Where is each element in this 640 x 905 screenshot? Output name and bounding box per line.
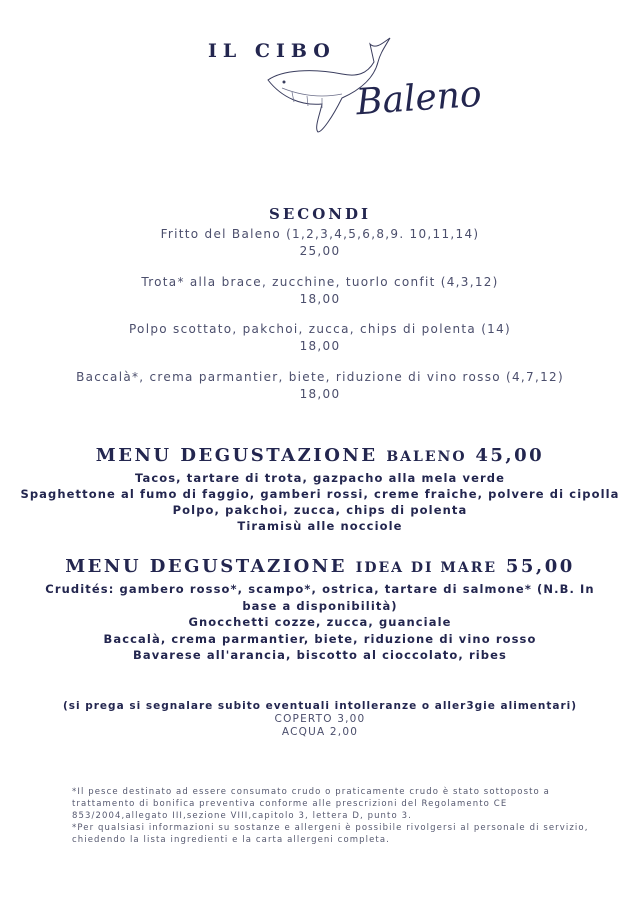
menu-item [0,321,640,355]
menu-price: 45,00 [475,445,545,466]
menu-title: MENU DEGUSTAZIONE [65,556,347,577]
menu-baleno-dishes [0,470,640,534]
menu-item [0,226,640,260]
item-price: 18,00 [299,292,341,306]
item-price: 25,00 [299,244,341,258]
menu-idea-dishes [38,581,602,664]
dish: Baccalà, crema parmantier, biete, riduzione di vino rosso [103,631,537,646]
allergens-notice: *Per qualsiasi informazioni su sostanze e allergeni è possibile rivolgersi al personale di servizio, chiedendo la lista ingredienti e la carta allergeni completa. [72,823,589,845]
secondi-heading: SECONDI [268,205,371,223]
dish: Bavarese all'arancia, biscotto al cioccolato, ribes [133,648,507,662]
item-name: Polpo scottato, pakchoi, zucca, chips di polenta (14) [128,322,512,336]
menu-item [0,274,640,308]
footer [72,786,602,846]
coperto: COPERTO 3,00 [274,713,366,725]
dish: Spaghettone al fumo di faggio, gamberi rossi, creme fraiche, polvere di cipolla [20,487,620,501]
logo-title: IL CIBO [208,40,336,62]
item-price: 18,00 [299,339,341,353]
dish: Polpo, pakchoi, zucca, chips di polenta [172,503,468,517]
dish: Tiramisù alle nocciole [237,519,403,533]
dish: Crudités: gambero rosso*, scampo*, ostrica, tartare di salmone* (N.B. In base a disponibilità) [45,582,595,613]
menu-subtitle: BALENO [386,449,467,465]
menu-title: MENU DEGUSTAZIONE [95,445,378,466]
item-name: Fritto del Baleno (1,2,3,4,5,6,8,9. 10,11,14) [160,227,480,241]
item-price: 18,00 [299,387,341,401]
logo-script: Baleno [354,73,483,124]
menu-price: 55,00 [505,556,575,577]
allergy-note: (si prega si segnalare subito eventuali intolleranze o aller3gie alimentari) [62,700,578,712]
menu-baleno-heading [0,445,640,466]
menu-item [0,369,640,403]
menu-subtitle: IDEA DI MARE [355,560,498,576]
item-name: Baccalà*, crema parmantier, biete, riduzione di vino rosso (4,7,12) [76,370,564,384]
menu-idea-heading [0,556,640,577]
dish: Gnocchetti cozze, zucca, guanciale [188,615,452,629]
item-name: Trota* alla brace, zucchine, tuorlo confit (4,3,12) [141,275,499,289]
raw-fish-notice: *Il pesce destinato ad essere consumato crudo o praticamente crudo è stato sottoposto a trattamento di bonifica preventiva conforme alle prescrizioni del Regolamento CE 853/2004,allegato III,sezione VIII,capitolo 3, lettera D, punto 3. [72,787,550,821]
acqua: ACQUA 2,00 [281,726,359,738]
dish: Tacos, tartare di trota, gazpacho alla mela verde [135,471,505,485]
